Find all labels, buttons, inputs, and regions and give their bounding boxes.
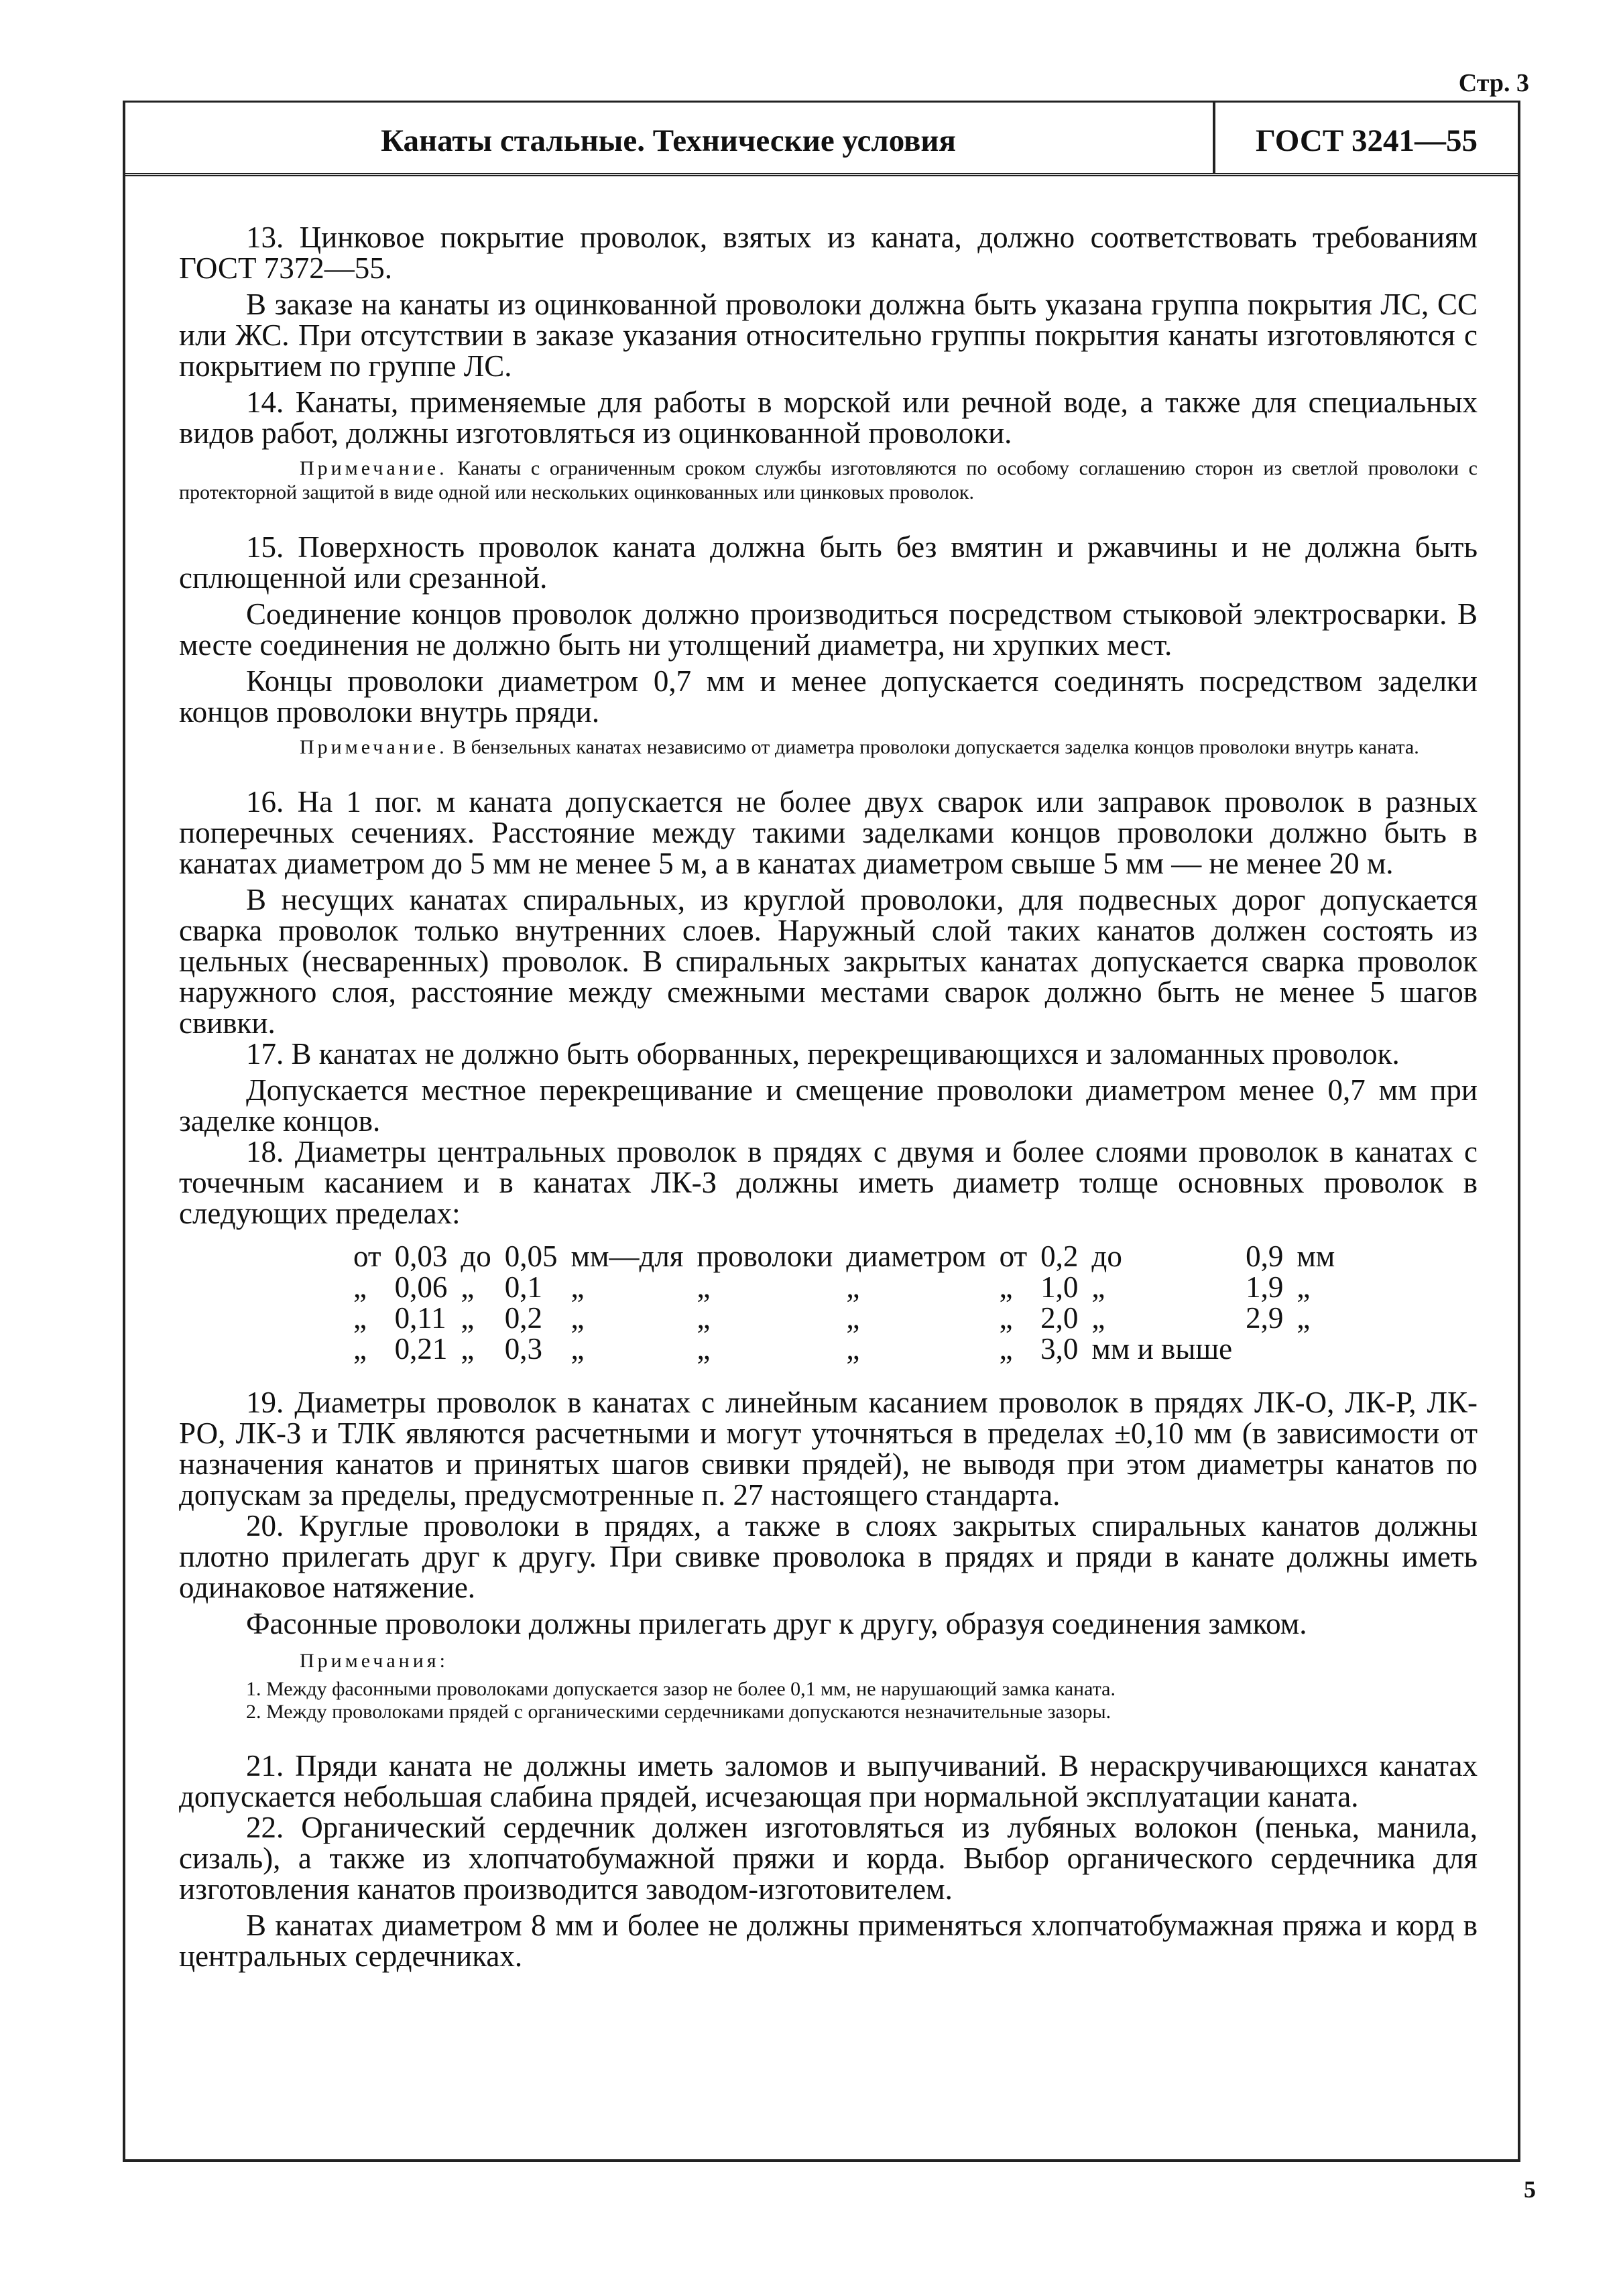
- paragraph-17: 17. В канатах не должно быть оборванных, перекрещивающихся и заломанных проволок.: [246, 1037, 1400, 1071]
- note-label: Примечание.: [300, 736, 448, 758]
- table-row: [347, 1333, 1341, 1364]
- page-header: [125, 103, 1518, 176]
- table-cell: [1239, 1333, 1290, 1364]
- document-body: [179, 222, 1478, 1972]
- table-cell: 2,0: [1040, 1301, 1079, 1335]
- document-frame: [123, 101, 1520, 2162]
- table-cell: „: [570, 1301, 585, 1335]
- paragraph-22: 22. Органический сердечник должен изготовляться из лубяных волокон (пенька, манила, сизаль), а также из хлопчатобумажной пряжи и корда. Выбор органического сердечника для изготовления канатов производится заводом-изготовителем.: [179, 1811, 1478, 1906]
- table-cell: „: [1297, 1301, 1311, 1335]
- table-cell: мм: [1297, 1240, 1335, 1273]
- paragraph-22b: В канатах диаметром 8 мм и более не должны применяться хлопчатобумажная пряжа и корд в центральных сердечниках.: [179, 1909, 1478, 1973]
- table-cell: „: [1091, 1301, 1105, 1335]
- notes-header: Примечания:: [300, 1650, 448, 1672]
- header-title: Канаты стальные. Технические условия: [381, 123, 956, 158]
- table-cell: „: [1091, 1270, 1105, 1304]
- table-cell: „: [1297, 1270, 1311, 1304]
- paragraph-17b: Допускается местное перекрещивание и смещение проволоки диаметром менее 0,7 мм при заделке концов.: [179, 1073, 1478, 1138]
- table-cell: 1,0: [1040, 1270, 1079, 1304]
- table-cell: „: [697, 1301, 711, 1335]
- table-cell: [1290, 1333, 1341, 1364]
- paragraph-15: 15. Поверхность проволок каната должна быть без вмятин и ржавчины и не должна быть сплющенной или срезанной.: [179, 530, 1478, 595]
- table-cell: от: [999, 1240, 1028, 1273]
- table-row: [347, 1303, 1341, 1333]
- table-cell: диаметром: [846, 1240, 986, 1273]
- table-cell: „: [353, 1270, 367, 1304]
- table-cell: „: [353, 1332, 367, 1366]
- table-cell: 0,3: [504, 1332, 542, 1366]
- table-cell: 0,03: [394, 1240, 448, 1273]
- table-cell: „: [461, 1301, 475, 1335]
- table-row: [347, 1241, 1341, 1272]
- table-cell: 0,1: [504, 1270, 542, 1304]
- table-cell: „: [570, 1270, 585, 1304]
- paragraph-15b: Соединение концов проволок должно производиться посредством стыковой электросварки. В месте соединения не должно быть ни утолщений диаметра, ни хрупких мест.: [179, 597, 1478, 662]
- table-cell: „: [353, 1301, 367, 1335]
- table-cell: „: [461, 1270, 475, 1304]
- table-cell: 0,21: [394, 1332, 448, 1366]
- table-cell: „: [999, 1301, 1013, 1335]
- diameter-limits-table: [347, 1241, 1341, 1364]
- paragraph-21: 21. Пряди каната не должны иметь заломов и выпучиваний. В нераскручивающихся канатах допускается небольшая слабина прядей, исчезающая при нормальной эксплуатации каната.: [179, 1749, 1478, 1813]
- paragraph-20: 20. Круглые проволоки в прядях, а также в слоях закрытых спиральных канатов должны плотно прилегать друг к другу. При свивке проволока в прядях и пряди в канате должны иметь одинаковое натяжение.: [179, 1509, 1478, 1604]
- paragraph-14: 14. Канаты, применяемые для работы в морской или речной воде, а также для специальных видов работ, должны изготовляться из оцинкованной проволоки.: [179, 385, 1478, 450]
- header-standard-code: ГОСТ 3241—55: [1256, 123, 1478, 158]
- note-text: Канаты с ограниченным сроком службы изготовляются по особому соглашению сторон из светлой проволоки с протекторной защитой в виде одной или нескольких оцинкованных или цинковых проволок.: [179, 457, 1478, 503]
- table-cell: мм и выше: [1091, 1332, 1233, 1366]
- paragraph-15c: Концы проволоки диаметром 0,7 мм и менее допускается соединять посредством заделки концов проволоки внутрь пряди.: [179, 664, 1478, 729]
- note-label: Примечание.: [300, 457, 448, 479]
- note-15: [179, 735, 1478, 760]
- paragraph-16: 16. На 1 пог. м каната допускается не более двух сварок или заправок проволок в разных поперечных сечениях. Расстояние между такими заделками концов проволоки должно быть в канатах диаметром до 5 мм не менее 5 м, а в канатах диаметром свыше 5 мм — не менее 20 м.: [179, 785, 1478, 880]
- table-cell: мм—для: [570, 1240, 684, 1273]
- note-20-1: [179, 1678, 1478, 1701]
- table-cell: „: [846, 1270, 860, 1304]
- table-cell: проволоки: [697, 1240, 833, 1273]
- table-cell: „: [846, 1332, 860, 1366]
- table-cell: „: [999, 1270, 1013, 1304]
- paragraph-18: 18. Диаметры центральных проволок в прядях с двумя и более слоями проволок в канатах с точечным касанием и в канатах ЛК-З должны иметь диаметр толще основных проволок в следующих пределах:: [179, 1135, 1478, 1230]
- table-cell: 3,0: [1040, 1332, 1079, 1366]
- table-cell: до: [461, 1240, 491, 1273]
- paragraph-13: 13. Цинковое покрытие проволок, взятых из каната, должно соответствовать требованиям ГОСТ 7372—55.: [179, 221, 1478, 285]
- table-row: [347, 1272, 1341, 1303]
- table-cell: 0,2: [1040, 1240, 1079, 1273]
- table-cell: „: [697, 1332, 711, 1366]
- table-cell: „: [570, 1332, 585, 1366]
- table-cell: 0,05: [504, 1240, 558, 1273]
- note-20-2: [179, 1701, 1478, 1724]
- table-cell: „: [697, 1270, 711, 1304]
- paragraph-13b: В заказе на канаты из оцинкованной проволоки должна быть указана группа покрытия ЛС, СС или ЖС. При отсутствии в заказе указания относительно группы покрытия канаты изготовляются с покрытием по группе ЛС.: [179, 288, 1478, 383]
- note-text: 1. Между фасонными проволоками допускается зазор не более 0,1 мм, не нарушающий замка каната.: [246, 1678, 1116, 1700]
- note-14: [179, 457, 1478, 505]
- note-text: В бензельных канатах независимо от диаметра проволоки допускается заделка концов проволоки внутрь каната.: [453, 736, 1419, 758]
- table-cell: „: [846, 1301, 860, 1335]
- table-cell: от: [353, 1240, 381, 1273]
- note-text: 2. Между проволоками прядей с органическими сердечниками допускаются незначительные зазоры.: [246, 1701, 1111, 1723]
- page-label: Стр. 3: [1458, 69, 1529, 97]
- table-cell: 0,11: [394, 1301, 446, 1335]
- table-cell: 0,06: [394, 1270, 448, 1304]
- paragraph-20b: Фасонные проволоки должны прилегать друг к другу, образуя соединения замком.: [246, 1607, 1307, 1640]
- paragraph-16b: В несущих канатах спиральных, из круглой проволоки, для подвесных дорог допускается сварка проволок только внутренних слоев. Наружный слой таких канатов должен состоять из цельных (несваренных) проволок. В спиральных закрытых канатах допускается сварка проволок наружного слоя, расстояние между смежными местами сварок должно быть не менее 5 шагов свивки.: [179, 883, 1478, 1040]
- footer-page-number: 5: [1524, 2176, 1536, 2203]
- table-cell: „: [999, 1332, 1013, 1366]
- table-cell: 0,9: [1246, 1240, 1284, 1273]
- table-cell: 1,9: [1246, 1270, 1284, 1304]
- table-cell: 0,2: [504, 1301, 542, 1335]
- table-cell: „: [461, 1332, 475, 1366]
- table-cell: 2,9: [1246, 1301, 1284, 1335]
- table-cell: до: [1091, 1240, 1122, 1273]
- paragraph-19: 19. Диаметры проволок в канатах с линейным касанием проволок в прядях ЛК-О, ЛК-Р, ЛК-РО, ЛК-З и ТЛК являются расчетными и могут уточняться в пределах ±0,10 мм (в зависимости от назначения канатов и принятых шагов свивки прядей), не выводя при этом диаметры канатов по допускам за пределы, предусмотренные п. 27 настоящего стандарта.: [179, 1386, 1478, 1512]
